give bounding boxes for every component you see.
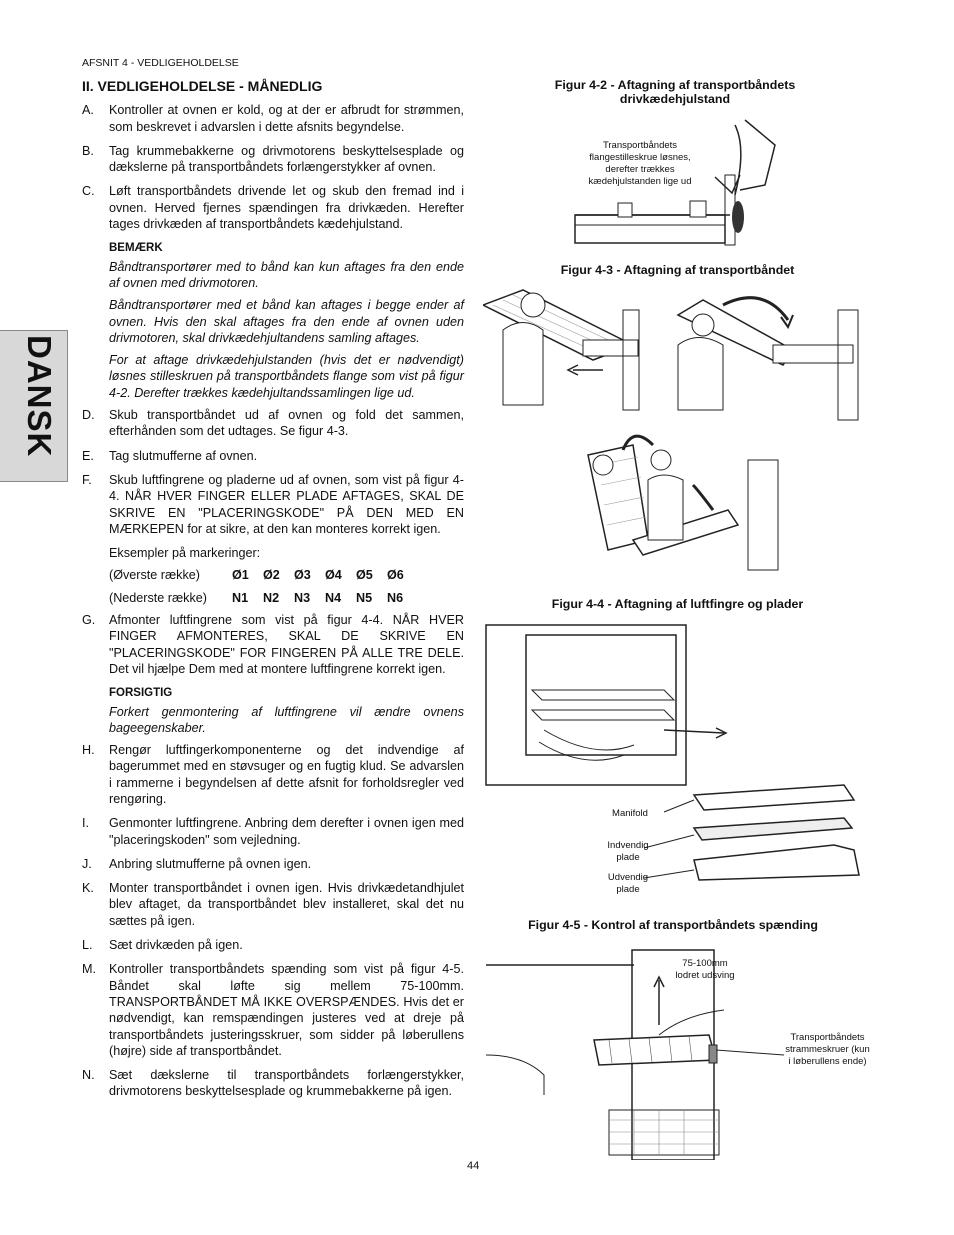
caution-text: Forkert genmontering af luftfingrene vil ændre ovnens bageegenskaber. xyxy=(109,704,464,735)
item-text: Anbring slutmufferne på ovnen igen. xyxy=(109,856,312,871)
item-letter: F. xyxy=(82,472,92,487)
list-item xyxy=(82,183,464,232)
item-text: Monter transportbåndet i ovnen igen. Hvis drivkædetandhjulet blev aftaget, da transportbåndet blev installeret, skal det nu sættes på igen. xyxy=(109,881,464,928)
item-text: Tag krummebakkerne og drivmotorens beskyttelsesplade og dækslerne på transportbåndets forlængerstykker af ovnen. xyxy=(109,143,464,175)
item-text: Skub transportbåndet ud af ovnen og fold det sammen, efterhånden som det udtages. Se figur 4-3. xyxy=(109,408,464,439)
code: Ø1 xyxy=(232,568,249,583)
item-letter: J. xyxy=(82,856,92,871)
examples-bottom-codes xyxy=(232,590,418,606)
list-item xyxy=(82,815,464,848)
note-paragraph: Båndtransportører med to bånd kan kun aftages fra den ende af ovnen med drivmotoren. xyxy=(109,259,464,290)
examples-bottom-label: (Nederste række) xyxy=(109,590,207,605)
examples-top-label: (Øverste række) xyxy=(109,568,200,583)
code: N3 xyxy=(294,590,311,605)
item-text: Sæt dækslerne til transportbåndets forlængerstykker, drivmotorens beskyttelsesplade og krummebakkerne på igen. xyxy=(109,1068,464,1099)
page-number: 44 xyxy=(467,1160,480,1172)
language-tab-label: DANSK xyxy=(21,335,58,458)
list-item xyxy=(82,102,464,135)
note-paragraph: Båndtransportører med et bånd kan aftages i begge ender af ovnen. Hvis den skal aftages fra den ende af ovnen uden drivmotoren, skal drivkædehjultandens samling aftages. xyxy=(109,298,464,345)
list-item xyxy=(82,612,464,677)
figure-4-2-caption: Figur 4-2 - Aftagning af transportbåndets drivkædehjulstand xyxy=(554,78,796,106)
item-text: Tag slutmufferne af ovnen. xyxy=(109,448,258,463)
item-letter: D. xyxy=(82,408,95,423)
figure-4-4-caption: Figur 4-4 - Aftagning af luftfingre og plader xyxy=(551,597,804,611)
code: Ø3 xyxy=(294,568,311,583)
figure-4-3-illustration xyxy=(483,285,863,575)
item-text: Afmonter luftfingrene som vist på figur 4-4. NÅR HVER FINGER AFMONTERES, SKAL DE SKRIVE EN "PLACERINGSKODE" FOR FINGEREN PÅ ALLE TRE DELE. Det vil hjælpe Dem med at montere luftfingrene korrekt igen. xyxy=(109,613,464,676)
item-letter: H. xyxy=(82,743,95,758)
code: Ø5 xyxy=(356,568,373,583)
list-item xyxy=(82,856,464,872)
item-letter: C. xyxy=(82,184,95,199)
list-item xyxy=(82,742,464,807)
list-item xyxy=(82,880,464,929)
instructions-column xyxy=(82,78,464,1108)
list-item xyxy=(82,472,464,537)
figure-4-4-illustration xyxy=(484,620,870,895)
code: N1 xyxy=(232,590,249,605)
list-item xyxy=(82,961,464,1059)
figure-4-5-caption: Figur 4-5 - Kontrol af transportbåndets spænding xyxy=(528,918,818,932)
code: N6 xyxy=(387,590,404,605)
examples-intro: Eksempler på markeringer: xyxy=(109,546,261,561)
code: N2 xyxy=(263,590,280,605)
item-letter: N. xyxy=(82,1068,95,1083)
item-letter: A. xyxy=(82,103,94,118)
figure-4-2-label: Transportbåndets flangestilleskrue løsnes, derefter trækkes kædehjulstanden lige ud xyxy=(588,140,692,187)
examples-top-codes xyxy=(232,567,418,583)
tension-screws-label: Transportbåndets strammeskruer (kun i løberullens ende) xyxy=(785,1032,870,1067)
note-paragraph: For at aftage drivkædehjulstanden (hvis det er nødvendigt) løsnes stilleskruen på transportbåndets flange som vist på figur 4-2. Derefter trækkes kædehjultandssamlingen lige ud. xyxy=(109,353,464,400)
page-title: II. VEDLIGEHOLDELSE - MÅNEDLIG xyxy=(82,78,323,94)
item-text: Genmonter luftfingrene. Anbring dem derefter i ovnen igen med "placeringskoden" som vejledning. xyxy=(109,816,464,847)
caution-box xyxy=(109,685,464,736)
item-text: Løft transportbåndets drivende let og skub den fremad ind i ovnen. Herved fjernes spændingen fra drivkæden. Herefter tages drivkæden af transportbåndets kædehjulstand. xyxy=(109,184,464,232)
item-letter: E. xyxy=(82,448,94,463)
caution-heading: FORSIGTIG xyxy=(109,687,173,700)
list-item xyxy=(82,143,464,176)
outer-plate-label: Udvendig plade xyxy=(607,872,649,895)
code: Ø2 xyxy=(263,568,280,583)
item-letter: I. xyxy=(82,816,89,831)
inner-plate-label: Indvendig plade xyxy=(607,840,649,863)
deflection-label: 75-100mm lodret udsving xyxy=(675,958,735,981)
list-item xyxy=(82,448,464,464)
section-header: AFSNIT 4 - VEDLIGEHOLDELSE xyxy=(82,57,239,69)
list-item xyxy=(82,1067,464,1100)
item-letter: B. xyxy=(82,143,94,158)
list-item xyxy=(82,407,464,440)
examples-top-row xyxy=(109,567,464,583)
item-text: Kontroller at ovnen er kold, og at der er afbrudt for strømmen, som beskrevet i advarslen i dette afsnits begyndelse. xyxy=(109,103,464,134)
item-text: Rengør luftfingerkomponenterne og det indvendige af bagerummet med en støvsuger og en fugtig klud. Se advarslen i rammerne i begyndelsen af dette afsnit for forholdsregler ved rengøring. xyxy=(109,743,464,806)
item-text: Kontroller transportbåndets spænding som vist på figur 4-5. Båndet skal løfte sig mellem 75-100mm. TRANSPORTBÅNDET MÅ IKKE OVERSPÆNDES. Hvis det er nødvendigt, kan remspændingen justeres ved at dreje på transportbåndets justeringsskruer, som sidder på løberullens (højre) side af transportbåndet. xyxy=(109,962,464,1058)
examples-bottom-row xyxy=(109,590,464,606)
note-heading: BEMÆRK xyxy=(109,242,163,255)
note-box xyxy=(109,240,464,401)
manifold-label: Manifold xyxy=(612,808,648,819)
item-text: Sæt drivkæden på igen. xyxy=(109,938,243,953)
figure-4-3-caption: Figur 4-3 - Aftagning af transportbåndet xyxy=(560,263,795,277)
code: Ø4 xyxy=(325,568,342,583)
item-letter: L. xyxy=(82,938,93,953)
code: N5 xyxy=(356,590,373,605)
item-letter: M. xyxy=(82,962,96,977)
list-item xyxy=(82,937,464,953)
language-tab xyxy=(0,330,68,482)
code: Ø6 xyxy=(387,568,404,583)
code: N4 xyxy=(325,590,342,605)
item-letter: K. xyxy=(82,881,94,896)
item-letter: G. xyxy=(82,613,96,628)
item-text: Skub luftfingrene og pladerne ud af ovnen, som vist på figur 4-4. NÅR HVER FINGER ELLER PLADE AFTAGES, SKAL DE SKRIVE EN "PLACERINGSKODE" PÅ DEN MED EN MÆRKEPEN for at sikre, at den kan monteres korrekt igen. xyxy=(109,472,464,536)
